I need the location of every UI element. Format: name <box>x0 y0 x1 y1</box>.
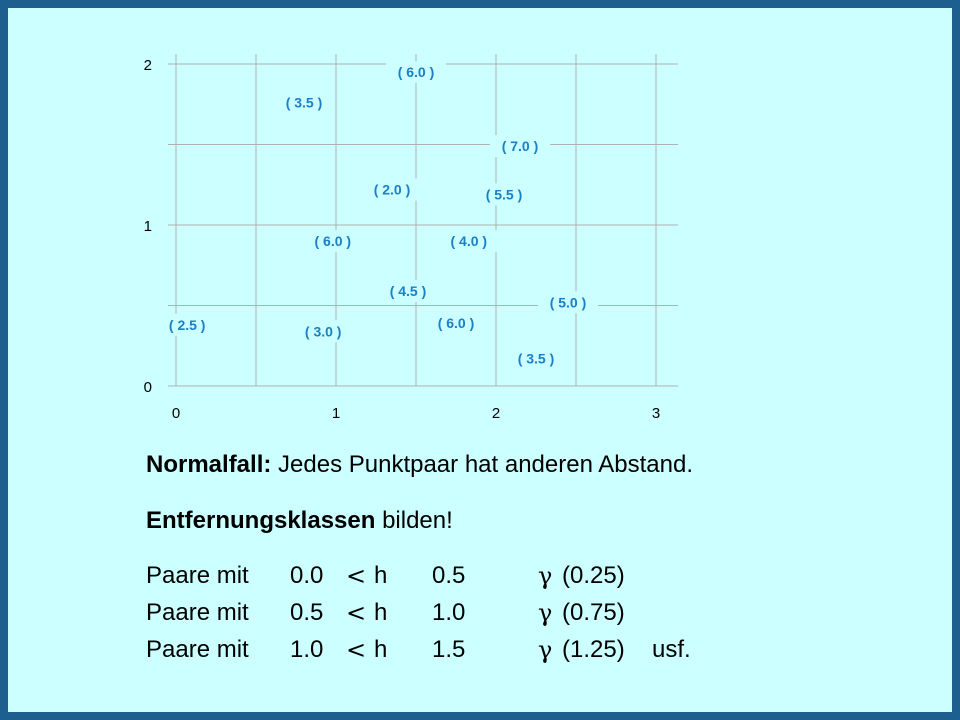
gamma-symbol: γ <box>538 562 553 590</box>
row-prefix: Paare mit <box>146 562 249 589</box>
lower-bound: 0.0 <box>290 562 324 589</box>
y-tick-label: 0 <box>143 379 152 396</box>
point-label: ( 5.5 ) <box>485 186 523 203</box>
point-label: ( 3.0 ) <box>304 323 342 340</box>
distance-variable: h <box>374 562 388 589</box>
y-tick-label: 2 <box>143 57 152 74</box>
normalfall-text: Jedes Punktpaar hat anderen Abstand. <box>271 451 693 478</box>
upper-bound: 1.5 <box>432 636 466 663</box>
less-than-symbol: < <box>346 562 367 590</box>
x-tick-label: 0 <box>171 405 181 422</box>
slide <box>8 8 952 712</box>
entfernungsklassen-term: Entfernungsklassen <box>146 507 376 534</box>
class-center-value: (0.25) <box>562 562 625 589</box>
point-label: ( 3.5 ) <box>285 94 323 111</box>
scatter-chart <box>8 8 952 438</box>
row-prefix: Paare mit <box>146 599 249 626</box>
class-center-value: (0.75) <box>562 599 625 626</box>
distance-class-row <box>8 636 908 666</box>
row-prefix: Paare mit <box>146 636 249 663</box>
point-label: ( 5.0 ) <box>549 294 587 311</box>
point-label: ( 4.5 ) <box>389 283 427 300</box>
upper-bound: 1.0 <box>432 599 466 626</box>
lower-bound: 1.0 <box>290 636 324 663</box>
x-tick-label: 1 <box>331 405 341 422</box>
normalfall-line <box>146 451 693 479</box>
point-label: ( 2.0 ) <box>373 181 411 198</box>
class-center-value: (1.25) <box>562 636 625 663</box>
point-label: ( 2.5 ) <box>168 316 206 333</box>
entfernungsklassen-text: bilden! <box>375 507 453 534</box>
less-than-symbol: < <box>346 599 367 627</box>
x-tick-label: 2 <box>491 405 501 422</box>
point-label: ( 4.0 ) <box>450 233 488 250</box>
row-suffix: usf. <box>652 636 691 663</box>
less-than-symbol: < <box>346 636 367 664</box>
normalfall-term: Normalfall: <box>146 451 272 478</box>
distance-variable: h <box>374 636 388 663</box>
x-tick-label: 3 <box>651 405 661 422</box>
point-label: ( 6.0 ) <box>397 64 435 81</box>
y-tick-label: 1 <box>143 218 152 235</box>
upper-bound: 0.5 <box>432 562 466 589</box>
point-label: ( 3.5 ) <box>517 350 555 367</box>
lower-bound: 0.5 <box>290 599 324 626</box>
point-label: ( 6.0 ) <box>314 233 352 250</box>
gamma-symbol: γ <box>538 636 553 664</box>
point-label: ( 7.0 ) <box>501 138 539 155</box>
point-label: ( 6.0 ) <box>437 315 475 332</box>
distance-class-row <box>8 599 908 629</box>
distance-variable: h <box>374 599 388 626</box>
entfernungsklassen-line <box>146 507 453 535</box>
distance-class-row <box>8 562 908 592</box>
gamma-symbol: γ <box>538 599 553 627</box>
